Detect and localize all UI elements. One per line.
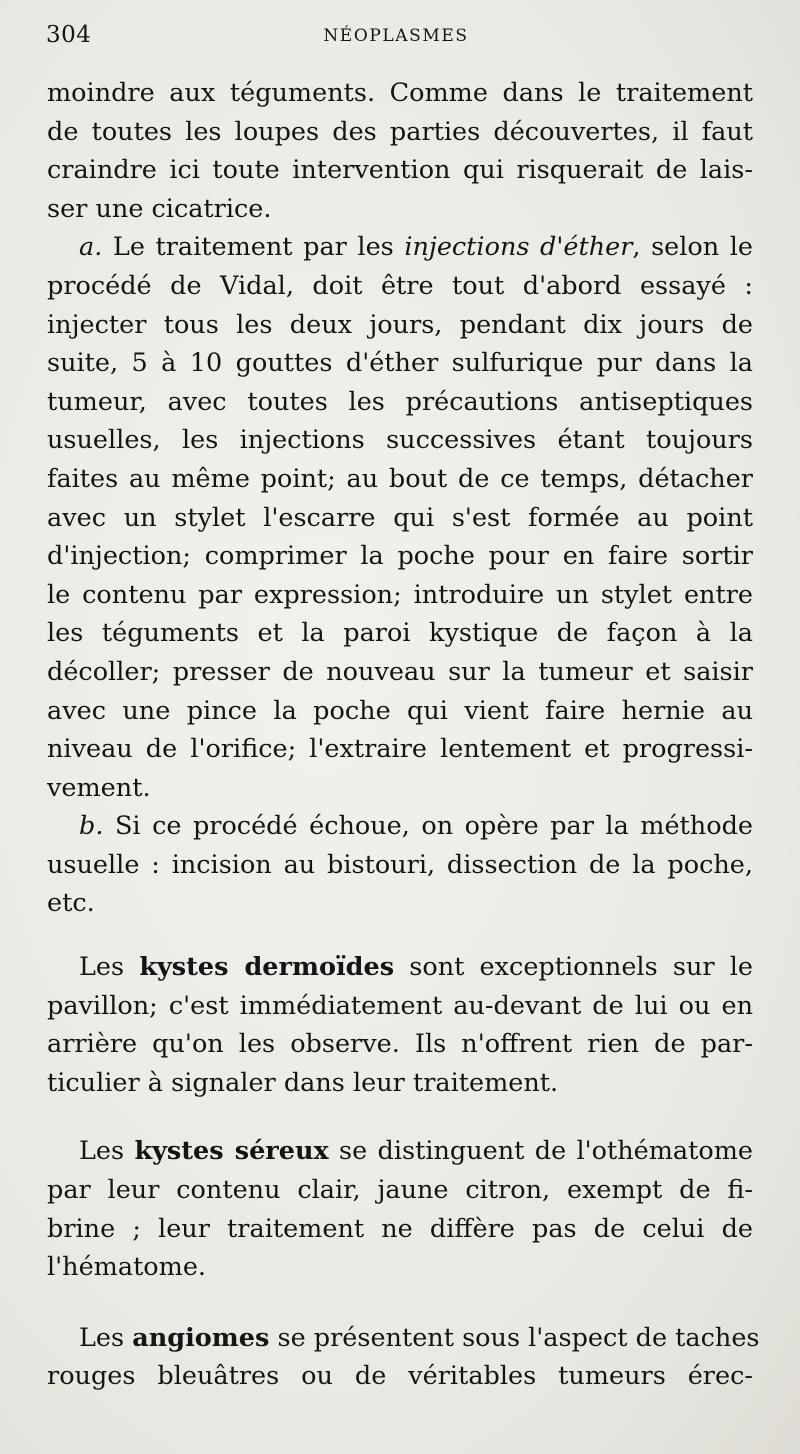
text-line: d'injection; comprimer la poche pour en faire sortir <box>47 541 753 572</box>
text-run: se présentent sous l'aspect de taches <box>269 1322 760 1353</box>
text-line: avec un stylet l'escarre qui s'est formée au point <box>47 502 753 533</box>
paragraph-sereux-first-line <box>47 1132 753 1171</box>
page-header <box>46 18 746 54</box>
paragraph-gap <box>47 923 753 948</box>
text-line: l'hématome. <box>47 1252 207 1283</box>
text-line: rouges bleuâtres ou de véritables tumeurs érec- <box>47 1361 753 1392</box>
text-line: usuelle : incision au bistouri, dissection de la poche, <box>47 849 753 880</box>
page-number: 304 <box>46 22 92 48</box>
text-line: arrière qu'on les observe. Ils n'offrent rien de par- <box>47 1029 753 1060</box>
paragraph-b-first-line <box>47 807 753 846</box>
text-line: suite, 5 à 10 gouttes d'éther sulfurique pur dans la <box>47 348 753 379</box>
body-text <box>47 74 760 1396</box>
text-run: se distinguent de l'othématome <box>328 1136 754 1167</box>
text-run: Les <box>79 1322 133 1353</box>
paragraph-gap <box>47 1287 753 1319</box>
text-run: Si ce procédé échoue, on opère par la méthode <box>103 811 753 842</box>
text-line: injecter tous les deux jours, pendant dix jours de <box>47 309 753 340</box>
text-run: Les <box>79 952 140 983</box>
text-run: Le traitement par les <box>102 232 405 263</box>
text-line: par leur contenu clair, jaune citron, exempt de fi- <box>47 1175 753 1206</box>
text-line: niveau de l'orifice; l'extraire lentement et progressi- <box>47 734 753 765</box>
running-head: NÉOPLASMES <box>323 26 469 46</box>
text-line: ser une cicatrice. <box>47 193 272 224</box>
text-line: moindre aux téguments. Comme dans le traitement <box>47 78 753 108</box>
text-line: avec une pince la poche qui vient faire hernie au <box>47 695 753 726</box>
text-line: usuelles, les injections successives étant toujours <box>47 425 753 456</box>
list-marker-b: b. <box>79 811 104 842</box>
paragraph-gap <box>47 1102 753 1132</box>
paragraph-dermoides-first-line <box>47 948 753 987</box>
text-line: le contenu par expression; introduire un stylet entre <box>47 579 753 610</box>
text-line: brine ; leur traitement ne diffère pas de celui de <box>47 1213 753 1244</box>
paragraph-a-first-line <box>47 228 753 267</box>
term-angiomes: angiomes <box>132 1322 270 1353</box>
term-kystes-sereux: kystes séreux <box>134 1136 329 1167</box>
text-line: de toutes les loupes des parties découvertes, il faut <box>47 116 753 147</box>
emphasis-injections: injections d'éther <box>404 232 633 263</box>
text-line: procédé de Vidal, doit être tout d'abord essayé : <box>47 270 753 301</box>
text-line: vement. <box>47 772 151 803</box>
term-kystes-dermoides: kystes dermoïdes <box>139 952 395 983</box>
text-run: Les <box>79 1136 135 1167</box>
text-line: etc. <box>47 888 95 919</box>
text-line: faites au même point; au bout de ce temps, détacher <box>47 463 753 494</box>
text-run: sont exceptionnels sur le <box>394 952 753 983</box>
text-line: tumeur, avec toutes les précautions antiseptiques <box>47 386 753 417</box>
list-marker-a: a. <box>79 232 103 263</box>
paragraph-angiomes-first-line <box>47 1319 760 1358</box>
text-line: craindre ici toute intervention qui risquerait de lais- <box>47 155 753 186</box>
text-run: , selon le <box>632 232 754 263</box>
text-line: les téguments et la paroi kystique de façon à la <box>47 618 753 649</box>
text-line: ticulier à signaler dans leur traitement. <box>47 1067 559 1098</box>
text-line: décoller; presser de nouveau sur la tumeur et saisir <box>47 656 753 687</box>
text-line: pavillon; c'est immédiatement au-devant de lui ou en <box>47 990 753 1021</box>
